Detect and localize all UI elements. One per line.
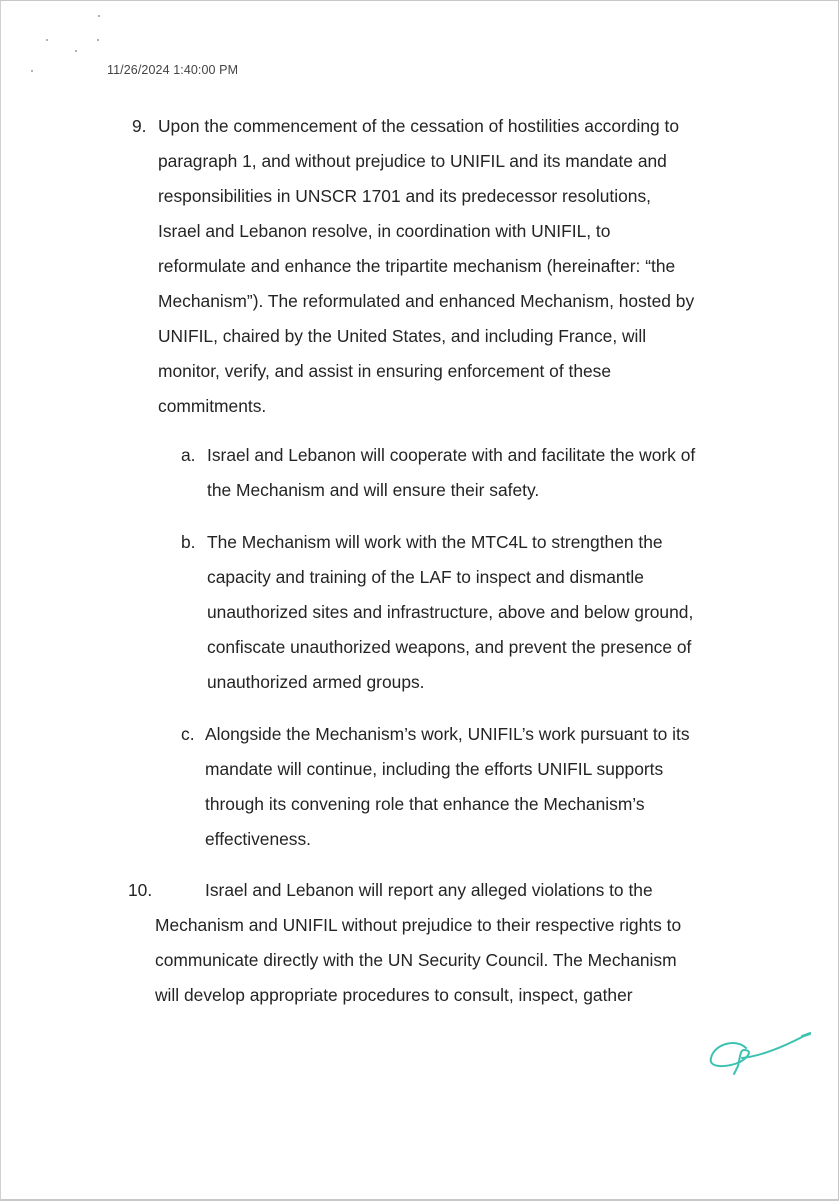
scan-speck <box>31 70 33 72</box>
subitem-line: through its convening role that enhance the Mechanism’s <box>205 794 645 814</box>
print-timestamp: 11/26/2024 1:40:00 PM <box>107 63 239 77</box>
scan-speck <box>97 39 99 41</box>
paragraph-line: paragraph 1, and without prejudice to UNIFIL and its mandate and <box>158 151 667 171</box>
paragraph-line: commitments. <box>158 396 267 416</box>
paragraph-number: 10. <box>128 880 153 900</box>
subitem-letter: c. <box>181 724 195 744</box>
subitem-line: capacity and training of the LAF to inspect and dismantle <box>207 567 644 587</box>
paragraph-line: Upon the commencement of the cessation of hostilities according to <box>158 116 680 136</box>
paragraph-line: will develop appropriate procedures to consult, inspect, gather <box>155 985 633 1005</box>
scan-speck <box>75 50 77 52</box>
paragraph-line: UNIFIL, chaired by the United States, and including France, will <box>158 326 647 346</box>
subitem-line: mandate will continue, including the efforts UNIFIL supports <box>205 759 664 779</box>
subitem-line: confiscate unauthorized weapons, and prevent the presence of <box>207 637 692 657</box>
paragraph-line: communicate directly with the UN Security Council. The Mechanism <box>155 950 677 970</box>
subitem-line: unauthorized armed groups. <box>207 672 425 692</box>
subitem-line: the Mechanism and will ensure their safety. <box>207 480 540 500</box>
paragraph-line: Mechanism”). The reformulated and enhanced Mechanism, hosted by <box>158 291 695 311</box>
paragraph-number: 9. <box>132 116 147 136</box>
paragraph-line: monitor, verify, and assist in ensuring enforcement of these <box>158 361 612 381</box>
paragraph-line: Mechanism and UNIFIL without prejudice to their respective rights to <box>155 915 682 935</box>
paragraph-line: responsibilities in UNSCR 1701 and its predecessor resolutions, <box>158 186 651 206</box>
paragraph-line: Israel and Lebanon resolve, in coordination with UNIFIL, to <box>158 221 611 241</box>
subitem-letter: b. <box>181 532 196 552</box>
subitem-line: effectiveness. <box>205 829 312 849</box>
subitem-line: unauthorized sites and infrastructure, above and below ground, <box>207 602 694 622</box>
paragraph-line: Israel and Lebanon will report any alleged violations to the <box>205 880 653 900</box>
signature-stroke <box>742 1033 810 1058</box>
subitem-letter: a. <box>181 445 196 465</box>
scan-speck <box>98 15 100 17</box>
subitem-line: The Mechanism will work with the MTC4L to strengthen the <box>207 532 663 552</box>
paragraph-line: reformulate and enhance the tripartite mechanism (hereinafter: “the <box>158 256 676 276</box>
subitem-line: Israel and Lebanon will cooperate with and facilitate the work of <box>207 445 696 465</box>
handwritten-initials-signature <box>706 1026 816 1086</box>
subitem-line: Alongside the Mechanism’s work, UNIFIL’s work pursuant to its <box>205 724 690 744</box>
scan-speck <box>46 39 48 41</box>
